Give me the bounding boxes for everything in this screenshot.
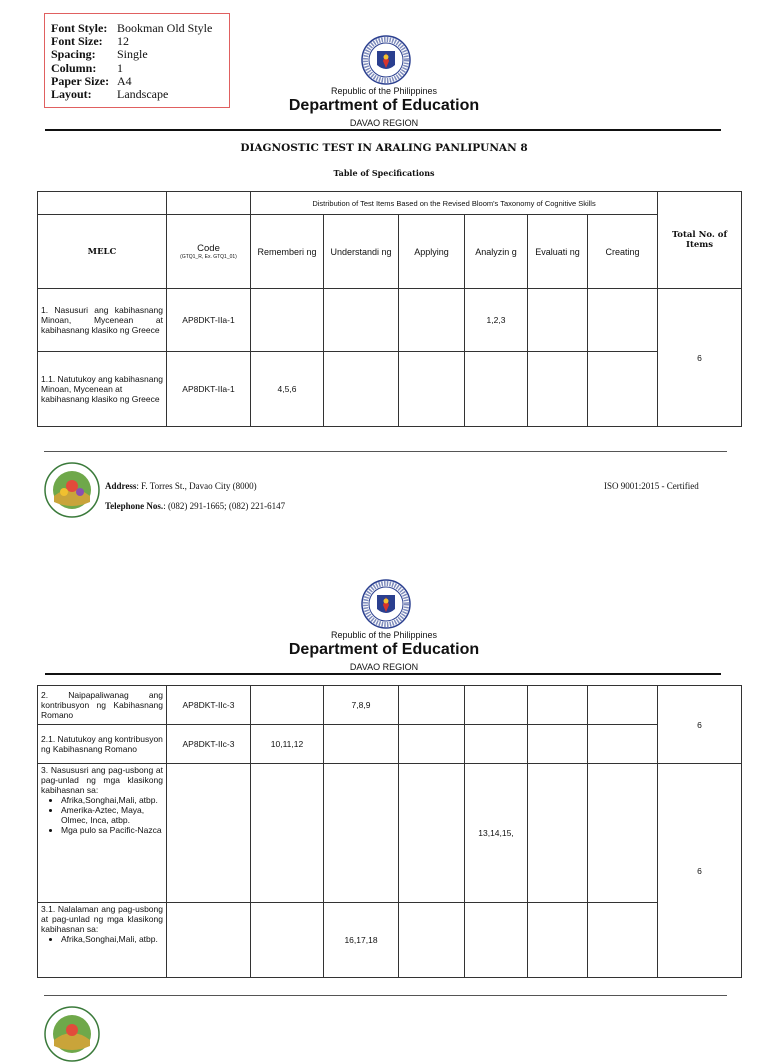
melc-cell — [38, 903, 167, 978]
item-cell — [588, 725, 658, 764]
spec-value: Bookman Old Style — [117, 21, 213, 35]
item-cell: 13,14,15, — [465, 764, 528, 903]
melc-cell: 1.1. Natutukoy ang kabihasnang Minoan, Mycenean at kabihasnang klasiko ng Greece — [38, 352, 167, 427]
spec-label: Paper Size: — [51, 73, 110, 88]
list-item: • Afrika,Songhai,Mali, atbp. — [61, 934, 163, 944]
table-row — [38, 725, 742, 764]
level-applying: Applying — [399, 215, 465, 289]
melc-cell: 2. Naipapaliwanag ang kontribusyon ng Kabihasnang Romano — [38, 686, 167, 725]
code-cell — [167, 764, 251, 903]
item-cell — [588, 903, 658, 978]
spec-value: A4 — [117, 73, 132, 88]
item-cell — [251, 289, 324, 352]
item-cell — [251, 764, 324, 903]
spec-label: Font Style: — [51, 21, 108, 35]
level-evaluating: Evaluati ng — [528, 215, 588, 289]
document-subtitle: Table of Specifications — [333, 168, 435, 178]
table-row — [38, 764, 742, 903]
header-divider — [45, 129, 721, 131]
list-item: • Mga pulo sa Pacific-Nazca — [61, 825, 163, 835]
spec-label: Font Size: — [51, 34, 103, 49]
melc-bullet-list — [41, 795, 163, 835]
code-cell: AP8DKT-IIa-1 — [167, 289, 251, 352]
table-row — [38, 352, 742, 427]
bloom-distribution-header: Distribution of Test Items Based on the Revised Bloom's Taxonomy of Cognitive Skills — [251, 192, 658, 215]
melc-cell: 1. Nasusuri ang kabihasnang Minoan, Mycenean at kabihasnang klasiko ng Greece — [38, 289, 167, 352]
code-cell — [167, 903, 251, 978]
document-title: DIAGNOSTIC TEST IN ARALING PANLIPUNAN 8 — [240, 142, 528, 154]
table-row — [38, 686, 742, 725]
deped-seal-icon — [361, 35, 411, 85]
address-value: : F. Torres St., Davao City (8000) — [136, 481, 257, 491]
department-title: Department of Education — [288, 641, 480, 658]
level-understanding: Understandi ng — [324, 215, 399, 289]
davao-region-logo-icon — [44, 462, 100, 518]
item-cell: 1,2,3 — [465, 289, 528, 352]
total-cell: 6 — [658, 686, 742, 764]
footer-divider — [44, 995, 727, 996]
item-cell — [399, 352, 465, 427]
total-items-header: Total No. of Items — [658, 192, 742, 289]
item-cell — [324, 289, 399, 352]
item-cell — [588, 686, 658, 725]
address-label: Address — [105, 481, 137, 491]
item-cell — [465, 725, 528, 764]
header-divider — [45, 673, 721, 675]
telephone-label: Telephone Nos. — [105, 501, 164, 511]
melc-cell — [38, 764, 167, 903]
item-cell — [588, 352, 658, 427]
republic-label: Republic of the Philippines — [330, 630, 438, 640]
code-cell: AP8DKT-IIc-3 — [167, 686, 251, 725]
spec-label: Column: — [51, 60, 97, 75]
item-cell — [528, 352, 588, 427]
level-creating: Creating — [588, 215, 658, 289]
republic-label: Republic of the Philippines — [330, 86, 438, 96]
item-cell — [324, 764, 399, 903]
spec-value: 1 — [117, 60, 123, 75]
item-cell — [251, 903, 324, 978]
code-cell: AP8DKT-IIa-1 — [167, 352, 251, 427]
melc-cell: 2.1. Natutukoy ang kontribusyon ng Kabihasnang Romano — [38, 725, 167, 764]
table-of-specifications-continued — [37, 685, 742, 978]
item-cell — [588, 289, 658, 352]
davao-region-logo-icon — [44, 1006, 100, 1062]
melc-header: MELC — [38, 215, 167, 289]
code-header-label: Code — [197, 243, 220, 254]
header-cell — [167, 192, 251, 215]
table-row — [38, 903, 742, 978]
spec-value: Landscape — [117, 87, 169, 102]
item-cell — [399, 725, 465, 764]
total-cell: 6 — [658, 764, 742, 978]
item-cell — [465, 352, 528, 427]
spec-value: 12 — [117, 34, 129, 49]
spec-label: Layout: — [51, 87, 92, 102]
footer-telephone — [105, 501, 285, 511]
item-cell: 7,8,9 — [324, 686, 399, 725]
item-cell — [399, 764, 465, 903]
iso-certification: ISO 9001:2015 - Certified — [604, 481, 699, 491]
region-label: DAVAO REGION — [349, 662, 419, 672]
table-of-specifications — [37, 191, 742, 427]
item-cell — [528, 686, 588, 725]
item-cell — [324, 352, 399, 427]
item-cell: 16,17,18 — [324, 903, 399, 978]
item-cell — [399, 903, 465, 978]
item-cell — [588, 764, 658, 903]
item-cell — [324, 725, 399, 764]
table-row — [38, 289, 742, 352]
code-header — [167, 215, 251, 289]
spec-label: Spacing: — [51, 47, 96, 62]
code-cell: AP8DKT-IIc-3 — [167, 725, 251, 764]
deped-seal-icon — [361, 579, 411, 629]
department-title: Department of Education — [288, 97, 480, 114]
item-cell — [465, 686, 528, 725]
item-cell — [465, 903, 528, 978]
melc-bullet-list — [41, 934, 163, 944]
item-cell — [399, 289, 465, 352]
level-remembering: Rememberi ng — [251, 215, 324, 289]
item-cell — [528, 903, 588, 978]
item-cell — [251, 686, 324, 725]
total-cell: 6 — [658, 289, 742, 427]
melc-text: 3. Nasususri ang pag-usbong at pag-unlad ng mga klasikong kabihasnan sa: — [41, 765, 163, 795]
region-label: DAVAO REGION — [349, 118, 419, 128]
level-analyzing: Analyzin g — [465, 215, 528, 289]
list-item: • Amerika-Aztec, Maya, Olmec, Inca, atbp. — [61, 805, 163, 825]
spec-value: Single — [117, 47, 148, 62]
melc-text: 3.1. Nalalaman ang pag-usbong at pag-unlad ng mga klasikong kabihasnan sa: — [41, 904, 163, 934]
item-cell — [528, 289, 588, 352]
footer-address — [105, 481, 257, 491]
footer-divider — [44, 451, 727, 452]
header-cell — [38, 192, 167, 215]
list-item: • Afrika,Songhai,Mali, atbp. — [61, 795, 163, 805]
item-cell — [528, 764, 588, 903]
item-cell — [528, 725, 588, 764]
code-header-note: (GTQ1_R, Ex. GTQ1_01) — [180, 254, 237, 260]
item-cell: 10,11,12 — [251, 725, 324, 764]
item-cell — [399, 686, 465, 725]
item-cell: 4,5,6 — [251, 352, 324, 427]
telephone-value: : (082) 291-1665; (082) 221-6147 — [163, 501, 286, 511]
